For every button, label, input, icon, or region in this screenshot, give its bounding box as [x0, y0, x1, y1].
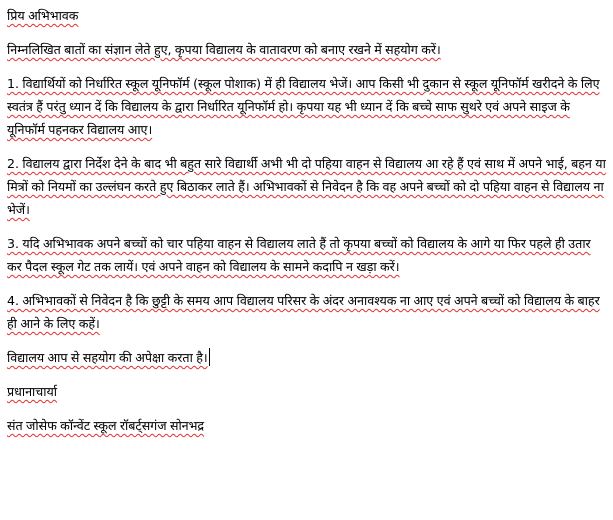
point-2-paragraph: 2. विद्यालय द्वारा निर्देश देने के बाद भी बहुत सारे विद्यार्थी अभी भी दो पहिया वाहन से विद्यालय आ रहे हैं एवं साथ में अपने भाई, बहन या मित्रों को नियमों का उल्लंघन करते हुए बिठाकर लाते हैं। अभिभावकों से निवेदन है कि वह अपने बच्चों को दो पहिया वाहन से विद्यालय ना भेजें। [7, 156, 606, 217]
point-3-paragraph: 3. यदि अभिभावक अपने बच्चों को चार पहिया वाहन से विद्यालय लाते हैं तो कृपया बच्चों को विद्यालय के आगे या फिर पहले ही उतार कर पैदल स्कूल गेट तक लायें। एवं अपने वाहन को विद्यालय के सामने कदापि न खड़ा करें। [7, 236, 591, 274]
text-cursor [209, 348, 210, 366]
school-name: संत जोसेफ कॉन्वेंट स्कूल रॉबर्ट्सगंज सोनभद्र [7, 418, 205, 433]
point-1-paragraph: 1. विद्यार्थियों को निर्धारित स्कूल यूनिफॉर्म (स्कूल पोशाक) में ही विद्यालय भेजें। आप किसी भी दुकान से स्कूल यूनिफॉर्म खरीदने के लिए स्वतंत्र हैं परंतु ध्यान दें कि विद्यालय के द्वारा निर्धारित यूनिफॉर्म हो। कृपया यह भी ध्यान दें कि बच्चे साफ सुथरे एवं अपने साइज के यूनिफॉर्म पहनकर विद्यालय आए। [7, 76, 600, 137]
closing-line: विद्यालय आप से सहयोग की अपेक्षा करता है। [7, 350, 208, 365]
intro-paragraph: निम्नलिखित बातों का संज्ञान लेते हुए, कृपया विद्यालय के वातावरण को बनाए रखने में सहयोग करें। [7, 42, 441, 57]
signatory: प्रधानाचार्या [7, 384, 57, 399]
point-4-paragraph: 4. अभिभावकों से निवेदन है कि छुट्टी के समय आप विद्यालय परिसर के अंदर अनावश्यक ना आए एवं अपने बच्चों को विद्यालय के बाहर ही आने के लिए कहें। [7, 293, 600, 331]
salutation: प्रिय अभिभावक [7, 8, 79, 23]
document-body[interactable] [7, 4, 607, 448]
